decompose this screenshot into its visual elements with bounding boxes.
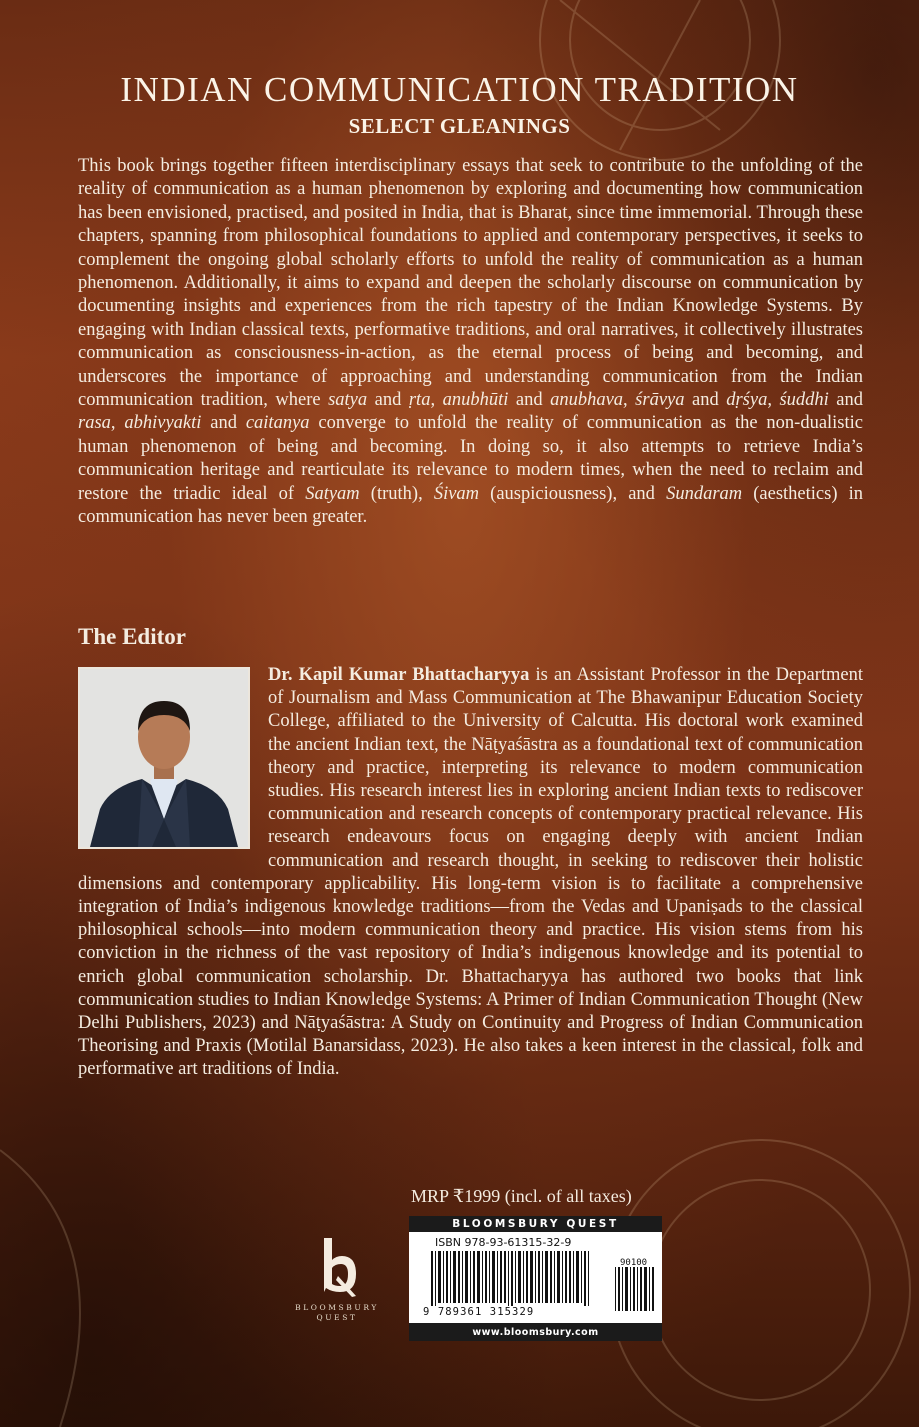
bloomsbury-quest-logo-icon <box>312 1236 362 1298</box>
editor-heading: The Editor <box>78 624 186 649</box>
price-code: 90100 <box>620 1258 648 1268</box>
editor-photo <box>78 667 250 849</box>
book-title: INDIAN COMMUNICATION TRADITION <box>120 70 799 109</box>
book-subtitle: SELECT GLEANINGS <box>348 114 571 138</box>
book-description: This book brings together fifteen interdisciplinary essays that seek to contribute to the unfolding of the reality of communication as a human phenomenon by exploring and documenting how communication has been envisioned, practised, and posited in India, that is Bharat, since time immemorial. Through these chapters, spanning from philosophical foundations to applied and contemporary perspectives, it seeks to complement the ongoing global scholarly efforts to unfold the reality of communication as a human phenomenon. Additionally, it aims to expand and deepen the scholarly discourse on communication by documenting insights and experiences from the rich tapestry of the Indian Knowledge Systems. By engaging with Indian classical texts, performative traditions, and oral narratives, it collectively illustrates communication as consciousness-in-action, as the eternal process of being and becoming, and underscores the importance of approaching and understanding communication from the Indian communication tradition, where satya and ṛta, anubhūti and anubhava, śrāvya and dṛśya, śuddhi and rasa, abhivyakti and caitanya converge to unfold the reality of communication as the non-dualistic human phenomenon of being and becoming. In doing so, it also attempts to retrieve India’s communication heritage and rearticulate its relevance to modern times, when the need to reclaim and restore the triadic ideal of Satyam (truth), Śivam (auspiciousness), and Sundaram (aesthetics) in communication has never been greater. <box>78 156 864 528</box>
barcode-publisher-band: BLOOMSBURY QUEST <box>409 1216 662 1232</box>
logo-wordmark-line2: QUEST <box>316 1313 358 1322</box>
isbn-text: ISBN 978-93-61315-32-9 <box>435 1236 572 1249</box>
publisher-logo <box>274 1236 400 1323</box>
publisher-website: www.bloomsbury.com <box>409 1323 662 1341</box>
editor-name: Dr. Kapil Kumar Bhattacharyya <box>268 665 530 685</box>
logo-wordmark-line1: BLOOMSBURY <box>295 1303 379 1312</box>
barcode-digits: 9 789361 315329 <box>423 1306 603 1318</box>
editor-bio: Dr. Kapil Kumar Bhattacharyya is an Assistant Professor in the Department of Journalism and Mass Communication at The Bhawanipur Education Society College, affiliated to the University of Calcutta. His doctoral work examined the ancient Indian text, the Nāṭyaśāstra as a foundational text of communication theory and practice, interpreting its relevance to modern communication studies. His research interest lies in exploring ancient Indian texts to rediscover communication and research concepts of contemporary practical relevance. His research endeavours focus on engaging deeply with ancient Indian communication and research thought, in seeking to rediscover their holistic dimensions and contemporary applicability. His long-term vision is to facilitate a comprehensive integration of India’s indigenous knowledge traditions—from the Vedas and Upaniṣads to the classical philosophical schools—into modern communication theory and practice. His vision stems from his conviction in the richness of the vast repository of India’s indigenous knowledge and its potential to enrich global communication scholarship. Dr. Bhattacharyya has authored two books that link communication studies to Indian Knowledge Systems: A Primer of Indian Communication Thought (New Delhi Publishers, 2023) and Nāṭyaśāstra: A Study on Continuity and Progress of Indian Communication Theorising and Praxis (Motilal Banarsidass, 2023). He also takes a keen interest in the classical, folk and performative art traditions of India. <box>78 665 863 1080</box>
price-label: MRP ₹1999 (incl. of all taxes) <box>411 1186 632 1206</box>
barcode-panel <box>409 1216 662 1341</box>
